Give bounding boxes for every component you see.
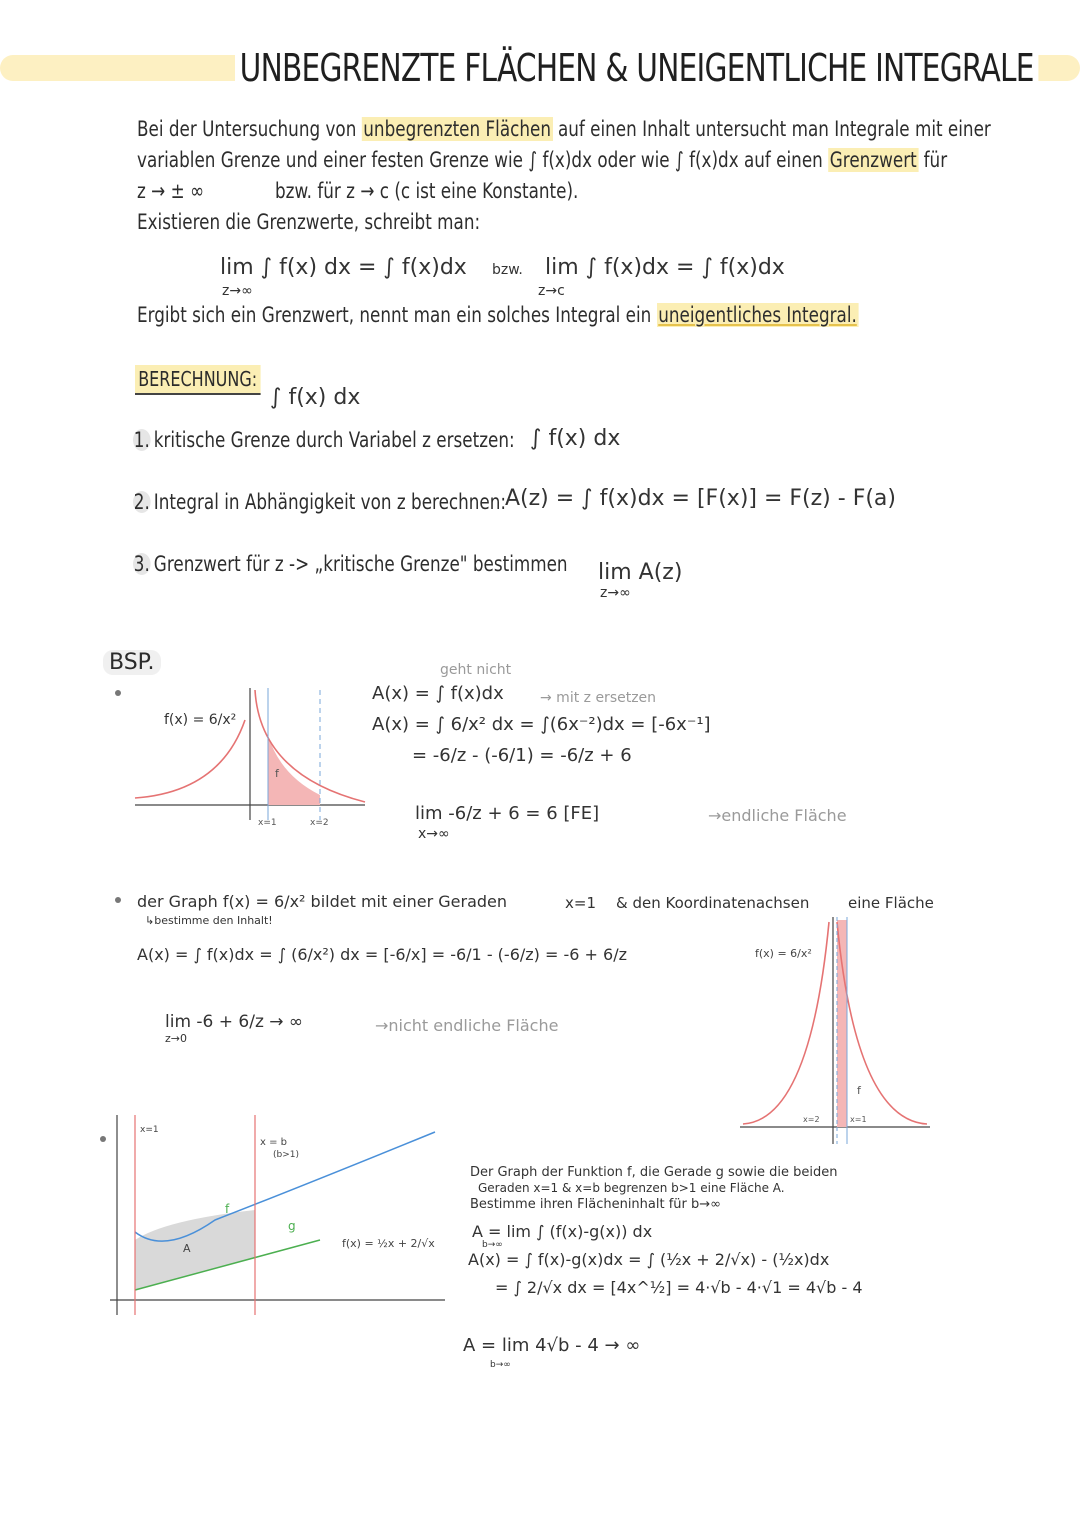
ex1-limit: lim -6/z + 6 = 6 [FE] <box>415 803 600 824</box>
step-number-3: 3. <box>133 552 150 576</box>
bullet <box>115 897 121 903</box>
limit-formula-1-sub: z→∞ <box>222 283 253 299</box>
ex3-text-3: Bestimme ihren Flächeninhalt für b→∞ <box>470 1197 721 1212</box>
ex2-text-b: x=1 <box>565 894 596 912</box>
ex1-line-1: A(x) = ∫ f(x)dx <box>372 683 504 704</box>
graph-label-x1: x=1 <box>140 1125 159 1135</box>
berechnung-integral: ∫ f(x) dx <box>270 385 361 410</box>
graph-example-3 <box>105 1110 455 1320</box>
step-1-text: kritische Grenze durch Variabel z ersetzen: <box>153 428 515 452</box>
step-number-2: 2. <box>133 490 150 514</box>
intro-text: variablen Grenze und einer festen Grenze wie ∫ f(x)dx oder wie ∫ f(x)dx auf einen <box>137 148 829 172</box>
shaded-area <box>837 920 847 1127</box>
graph-function-label: f(x) = ½x + 2/√x <box>342 1237 435 1250</box>
ex1-limit-sub: x→∞ <box>418 826 450 842</box>
step-2-math: A(z) = ∫ f(x)dx = [F(x)] = F(z) - F(a) <box>505 486 896 511</box>
intro-line-3a: z → ± ∞ <box>137 179 204 203</box>
ex2-limit: lim -6 + 6/z → ∞ <box>165 1012 304 1032</box>
ex3-line-2: A(x) = ∫ f(x)-g(x)dx = ∫ (½x + 2/√x) - (½x)dx <box>468 1250 830 1269</box>
intro-line-1 <box>137 117 991 141</box>
berechnung-label: BERECHNUNG: <box>135 365 260 395</box>
ex2-text-d: eine Fläche <box>848 894 934 912</box>
ex3-final-sub: b→∞ <box>490 1360 511 1370</box>
ex3-line-1: A = lim ∫ (f(x)-g(x)) dx <box>472 1222 653 1241</box>
intro-line-4: Existieren die Grenzwerte, schreibt man: <box>137 210 481 234</box>
graph-label-A: A <box>183 1242 191 1255</box>
intro-text: auf einen Inhalt untersucht man Integrale mit einer <box>552 117 991 141</box>
ex1-note-ersetzen: → mit z ersetzen <box>540 690 657 706</box>
ex2-limit-sub: z→0 <box>165 1032 187 1045</box>
intro-line-2 <box>137 148 947 172</box>
step-2 <box>133 490 506 514</box>
highlight-uneigentliches-integral: uneigentliches Integral. <box>658 303 857 327</box>
intro-text: Bei der Untersuchung von <box>137 117 362 141</box>
graph-label-xb2: (b>1) <box>273 1150 300 1160</box>
ex1-line-3: = -6/z - (-6/1) = -6/z + 6 <box>412 745 632 766</box>
ex3-final: A = lim 4√b - 4 → ∞ <box>463 1335 641 1356</box>
ex2-result: →nicht endliche Fläche <box>375 1016 559 1035</box>
graph-label-f: f <box>225 1202 230 1216</box>
ex2-text-a: der Graph f(x) = 6/x² bildet mit einer Geraden <box>137 892 508 911</box>
step-2-text: Integral in Abhängigkeit von z berechnen: <box>153 490 507 514</box>
step-1-math: ∫ f(x) dx <box>530 426 621 451</box>
limit-formula-1: lim ∫ f(x) dx = ∫ f(x)dx <box>220 255 467 280</box>
intro-text: für <box>918 148 948 172</box>
ex1-function: f(x) = 6/x² <box>164 712 237 728</box>
step-number-1: 1. <box>133 428 150 452</box>
graph-label-g: g <box>288 1219 296 1233</box>
ex1-note-geht-nicht: geht nicht <box>440 662 512 678</box>
graph-example-2 <box>735 912 935 1147</box>
graph-example-1 <box>130 680 380 830</box>
shaded-area-A <box>135 1210 255 1290</box>
ex3-text-2: Geraden x=1 & x=b begrenzen b>1 eine Fläche A. <box>478 1181 785 1195</box>
highlight-unbegrenzte-flaechen: unbegrenzten Flächen <box>363 117 551 141</box>
formula-bzw: bzw. <box>492 262 523 278</box>
intro-text: Ergibt sich ein Grenzwert, nennt man ein solches Integral ein <box>137 303 657 327</box>
intro-line-3b: bzw. für z → c (c ist eine Konstante). <box>275 179 579 203</box>
graph-label-x2: x=2 <box>310 818 329 828</box>
page-title: UNBEGRENZTE FLÄCHEN & UNEIGENTLICHE INTEGRALE <box>235 46 1038 90</box>
ex3-text-1: Der Graph der Funktion f, die Gerade g sowie die beiden <box>470 1165 838 1180</box>
step-3-sub: z→∞ <box>600 585 631 601</box>
limit-formula-2: lim ∫ f(x)dx = ∫ f(x)dx <box>545 255 785 280</box>
graph-function-label: f(x) = 6/x² <box>755 947 812 960</box>
graph-label-f: f <box>275 767 279 780</box>
ex2-subtext: ↳bestimme den Inhalt! <box>145 914 273 927</box>
bullet <box>115 690 121 696</box>
step-3-math: lim A(z) <box>598 560 683 585</box>
intro-line-5 <box>137 303 858 327</box>
graph-label-f: f <box>857 1084 861 1097</box>
step-3 <box>133 552 568 576</box>
step-3-text: Grenzwert für z -> „kritische Grenze" bestimmen <box>153 552 568 576</box>
graph-label-x2: x=2 <box>803 1115 820 1124</box>
graph-label-x1: x=1 <box>258 818 277 828</box>
ex1-result: →endliche Fläche <box>708 806 847 825</box>
graph-label-xb: x = b <box>260 1137 288 1148</box>
ex3-line-1-sub: b→∞ <box>482 1240 503 1250</box>
limit-formula-2-sub: z→c <box>538 283 565 299</box>
ex1-line-2: A(x) = ∫ 6/x² dx = ∫(6x⁻²)dx = [-6x⁻¹] <box>372 714 711 735</box>
step-1 <box>133 428 515 452</box>
ex2-line-1: A(x) = ∫ f(x)dx = ∫ (6/x²) dx = [-6/x] = -6/1 - (-6/z) = -6 + 6/z <box>137 945 627 964</box>
highlight-grenzwert: Grenzwert <box>829 148 917 172</box>
ex3-line-3: = ∫ 2/√x dx = [4x^½] = 4·√b - 4·√1 = 4√b - 4 <box>495 1278 863 1297</box>
bsp-label: BSP. <box>103 650 161 675</box>
graph-label-x1: x=1 <box>850 1115 867 1124</box>
ex2-text-c: & den Koordinatenachsen <box>616 894 810 912</box>
